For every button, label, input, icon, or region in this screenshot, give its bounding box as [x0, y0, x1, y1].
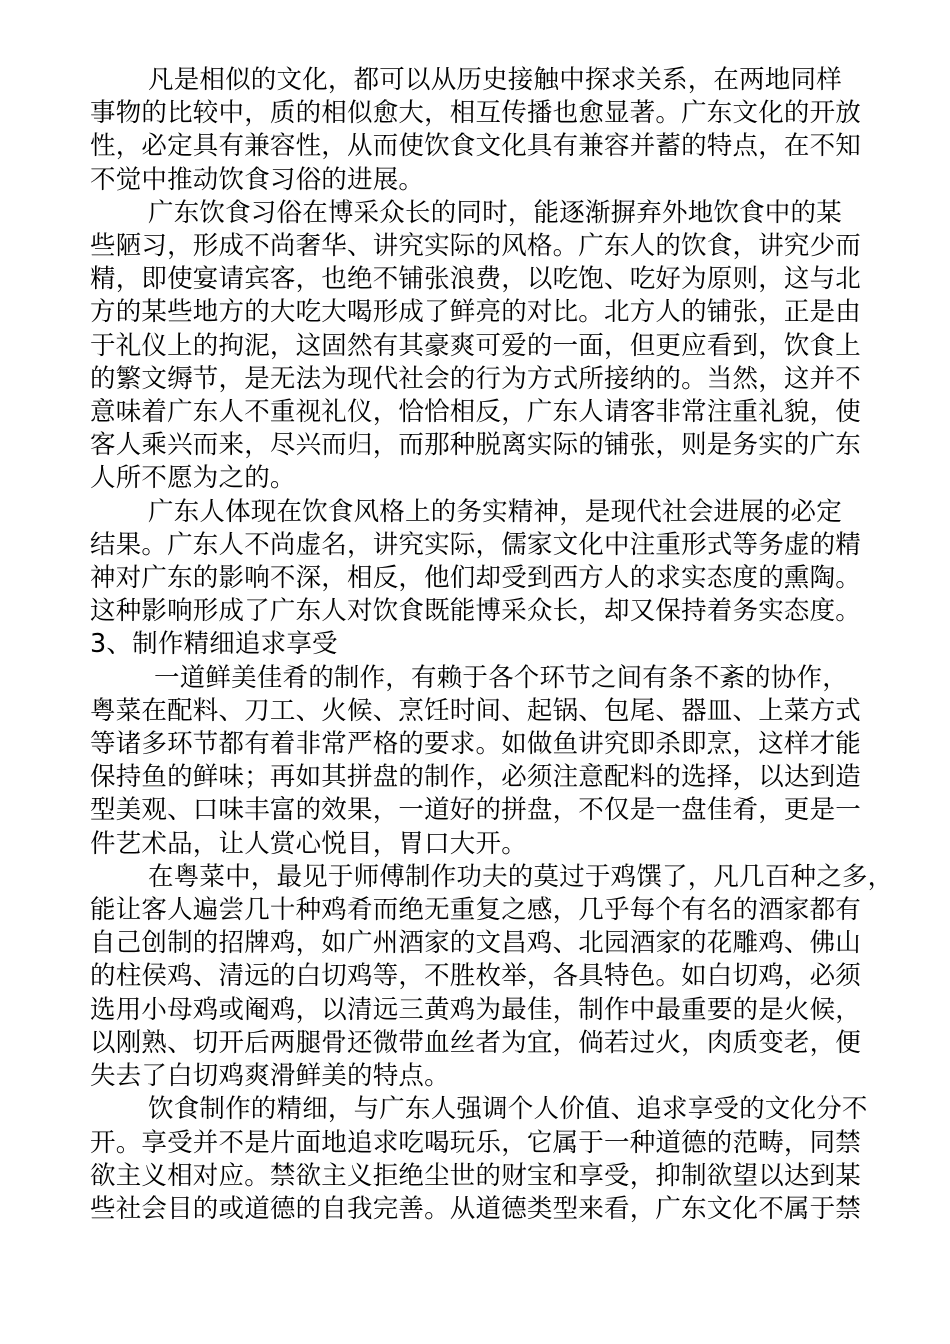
text-line: 神对广东的影响不深，相反，他们却受到西方人的求实态度的熏陶。	[90, 563, 862, 594]
paragraph-1	[90, 64, 862, 197]
text-line: 的柱侯鸡、清远的白切鸡等，不胜枚举，各具特色。如白切鸡，必须	[90, 961, 862, 992]
text-line: 客人乘兴而来，尽兴而归，而那种脱离实际的铺张，则是务实的广东	[90, 430, 862, 461]
text-line: 件艺术品，让人赏心悦目，胃口大开。	[90, 828, 527, 859]
text-line: 开。享受并不是片面地追求吃喝玩乐，它属于一种道德的范畴，同禁	[90, 1127, 862, 1158]
text-line: 在粤菜中，最见于师傅制作功夫的莫过于鸡馔了，凡几百种之多，	[148, 861, 894, 892]
text-line: 方的某些地方的大吃大喝形成了鲜亮的对比。北方人的铺张，正是由	[90, 297, 862, 328]
paragraph-3	[90, 496, 862, 629]
text-line: 自己创制的招牌鸡，如广州酒家的文昌鸡、北园酒家的花雕鸡、佛山	[90, 928, 862, 959]
paragraph-4	[90, 662, 862, 861]
text-line: 性，必定具有兼容性，从而使饮食文化具有兼容并蓄的特点，在不知	[90, 131, 862, 162]
text-line: 型美观、口味丰富的效果，一道好的拼盘，不仅是一盘佳肴，更是一	[90, 795, 862, 826]
text-line: 保持鱼的鲜味；再如其拼盘的制作，必须注意配料的选择，以达到造	[90, 762, 862, 793]
paragraph-2	[90, 197, 862, 496]
text-line: 能让客人遍尝几十种鸡肴而绝无重复之感，几乎每个有名的酒家都有	[90, 895, 862, 926]
text-line: 于礼仪上的拘泥，这固然有其豪爽可爱的一面，但更应看到，饮食上	[90, 330, 862, 361]
text-line: 事物的比较中，质的相似愈大，相互传播也愈显著。广东文化的开放	[90, 98, 862, 129]
document-page	[90, 64, 894, 1226]
text-line: 广东人体现在饮食风格上的务实精神，是现代社会进展的必定	[148, 496, 842, 527]
text-line: 的繁文缛节，是无法为现代社会的行为方式所接纳的。当然，这并不	[90, 363, 862, 394]
section-heading: 3、制作精细追求享受	[90, 629, 338, 660]
paragraph-5	[90, 861, 894, 1093]
text-line: 欲主义相对应。禁欲主义拒绝尘世的财宝和享受，抑制欲望以达到某	[90, 1160, 862, 1191]
text-line: 不觉中推动饮食习俗的进展。	[90, 164, 425, 195]
text-line: 一道鲜美佳肴的制作，有赖于各个环节之间有条不紊的协作，	[154, 662, 848, 693]
text-line: 结果。广东人不尚虚名，讲究实际，儒家文化中注重形式等务虚的精	[90, 529, 862, 560]
text-line: 精，即使宴请宾客，也绝不铺张浪费，以吃饱、吃好为原则，这与北	[90, 264, 862, 295]
text-line: 些陋习，形成不尚奢华、讲究实际的风格。广东人的饮食，讲究少而	[90, 231, 862, 262]
text-line: 粤菜在配料、刀工、火候、烹饪时间、起锅、包尾、器皿、上菜方式	[90, 695, 862, 726]
paragraph-6	[90, 1093, 868, 1226]
text-line: 广东饮食习俗在博采众长的同时，能逐渐摒弃外地饮食中的某	[148, 197, 842, 228]
text-line: 凡是相似的文化，都可以从历史接触中探求关系，在两地同样	[148, 65, 842, 95]
text-line: 选用小母鸡或阉鸡，以清远三黄鸡为最佳，制作中最重要的是火候，	[90, 994, 862, 1025]
text-line: 等诸多环节都有着非常严格的要求。如做鱼讲究即杀即烹，这样才能	[90, 729, 862, 760]
text-line: 饮食制作的精细，与广东人强调个人价值、追求享受的文化分不	[148, 1094, 868, 1125]
text-line: 些社会目的或道德的自我完善。从道德类型来看，广东文化不属于禁	[90, 1193, 862, 1224]
text-line: 失去了白切鸡爽滑鲜美的特点。	[90, 1061, 450, 1092]
text-line: 意味着广东人不重视礼仪，恰恰相反，广东人请客非常注重礼貌，使	[90, 397, 862, 428]
text-line: 以刚熟、切开后两腿骨还微带血丝者为宜，倘若过火，肉质变老，便	[90, 1027, 862, 1058]
text-line: 人所不愿为之的。	[90, 463, 296, 494]
text-line: 这种影响形成了广东人对饮食既能博采众长，却又保持着务实态度。	[90, 596, 862, 627]
